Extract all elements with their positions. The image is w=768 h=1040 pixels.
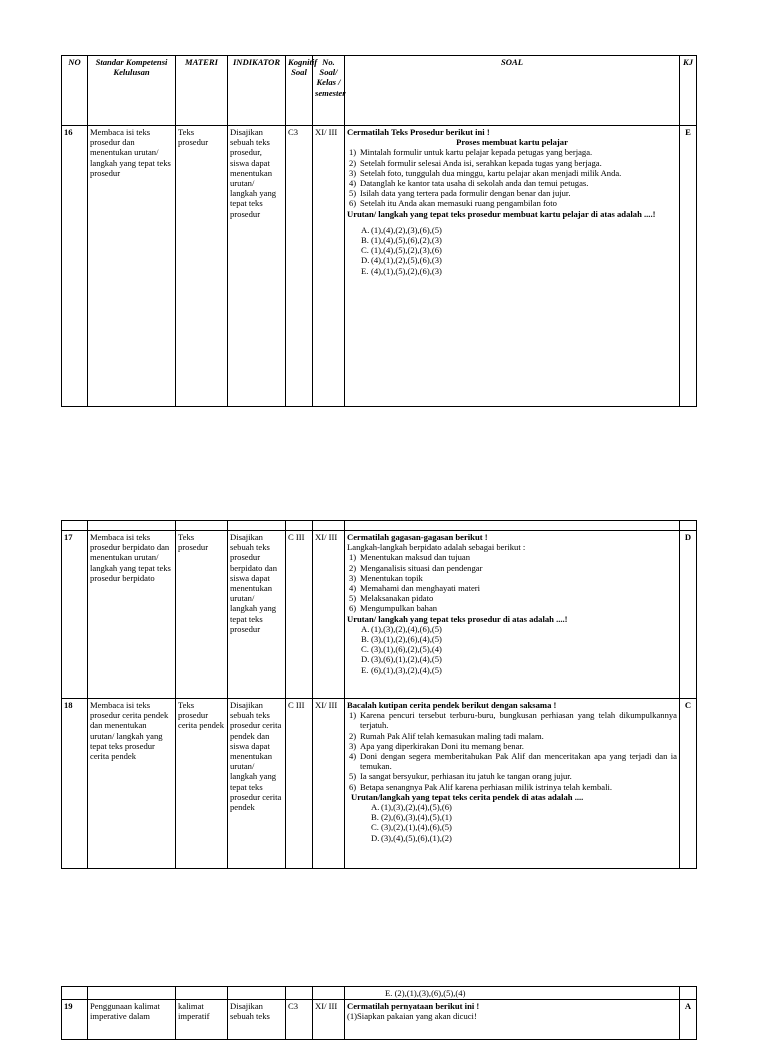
q19-indikator: Disajikan sebuah teks xyxy=(228,1000,286,1040)
q18-materi: Teks prosedur cerita pendek xyxy=(176,699,228,869)
list-item: 3) Setelah foto, tunggulah dua minggu, kartu pelajar akan menjadi milik Anda. xyxy=(349,167,622,178)
list-item: 4) Memahami dan menghayati materi xyxy=(349,583,481,594)
q18-steps xyxy=(347,710,677,792)
q18-indikator: Disajikan sebuah teks prosedur cerita pendek dan siswa dapat menentukan urutan/ langkah yang tepat teks prosedur cerita pendek xyxy=(228,699,286,869)
table-row xyxy=(62,126,697,407)
q19-skl: Penggunaan kalimat imperative dalam xyxy=(88,1000,176,1040)
list-item: 4) Datanglah ke kantor tata usaha di sekolah anda dan temui petugas. xyxy=(349,178,589,189)
list-item: 1) Mintalah formulir untuk kartu pelajar kepada petugas yang berjaga. xyxy=(349,147,593,158)
q16-kelas: XI/ III xyxy=(313,126,345,407)
option-item: C. (3),(1),(6),(2),(5),(4) xyxy=(361,644,442,655)
list-item: 3) Menentukan topik xyxy=(349,572,423,583)
q16-options xyxy=(347,225,677,276)
q16-intro: Cermatilah Teks Prosedur berikut ini ! xyxy=(347,127,490,137)
q17-options xyxy=(347,624,677,675)
option-item: D. (3),(6),(1),(2),(4),(5) xyxy=(361,654,442,665)
q17-lead: Langkah-langkah berpidato adalah sebagai berikut : xyxy=(347,542,526,553)
continuation-row xyxy=(62,987,697,1000)
q19-intro: Cermatilah pernyataan berikut ini ! xyxy=(347,1001,480,1012)
q16-materi: Teks prosedur xyxy=(176,126,228,407)
q17-answer-key: D xyxy=(680,531,697,699)
option-item: D. (4),(1),(2),(5),(6),(3) xyxy=(361,255,442,266)
option-item: A. (1),(3),(2),(4),(5),(6) xyxy=(371,802,452,813)
header-indikator: INDIKATOR xyxy=(228,56,286,126)
list-item: 4) Doni dengan segera memberitahukan Pak Alif dan menceritakan apa yang terjadi dan ia temukan. xyxy=(349,751,677,772)
header-row xyxy=(62,56,697,126)
table-row xyxy=(62,699,697,869)
option-item: B. (1),(4),(5),(6),(2),(3) xyxy=(361,235,442,246)
q19-kelas: XI/ III xyxy=(313,1000,345,1040)
q19-kognitif: C3 xyxy=(286,1000,313,1040)
option-item: B. (3),(1),(2),(6),(4),(5) xyxy=(361,634,442,645)
option-item: D. (3),(4),(5),(6),(1),(2) xyxy=(371,832,452,843)
q18-option-e: E. (2),(1),(3),(6),(5),(4) xyxy=(345,987,680,1000)
q16-kognitif: C3 xyxy=(286,126,313,407)
list-item: 1) Menentukan maksud dan tujuan xyxy=(349,552,471,563)
q17-no: 17 xyxy=(62,531,88,699)
q17-kognitif: C III xyxy=(286,531,313,699)
list-item: 5) Melaksanakan pidato xyxy=(349,593,434,604)
q17-indikator: Disajikan sebuah teks prosedur berpidato dan siswa dapat menentukan urutan/ langkah yang tepat teks prosedur xyxy=(228,531,286,699)
q16-soal xyxy=(345,126,680,407)
list-item: 6) Betapa senangnya Pak Alif karena perhiasan milik istrinya telah kembali. xyxy=(349,781,613,792)
q18-question: Urutan/langkah yang tepat teks cerita pendek di atas adalah .... xyxy=(351,791,584,802)
q18-kelas: XI/ III xyxy=(313,699,345,869)
list-item: 3) Apa yang diperkirakan Doni itu memang benar. xyxy=(349,740,524,751)
list-item: 2) Setelah formulir selesai Anda isi, serahkan kepada tugas yang berjaga. xyxy=(349,157,602,168)
option-item: C. (1),(4),(5),(2),(3),(6) xyxy=(361,245,442,256)
q16-title: Proses membuat kartu pelajar xyxy=(456,137,568,148)
q16-steps xyxy=(347,147,677,208)
option-item: A. (1),(3),(2),(4),(6),(5) xyxy=(361,623,442,634)
q19-no: 19 xyxy=(62,1000,88,1040)
list-item: 2) Rumah Pak Alif telah kemasukan maling tadi malam. xyxy=(349,730,544,741)
option-item: A. (1),(4),(2),(3),(6),(5) xyxy=(361,224,442,235)
table-q19 xyxy=(61,986,697,1040)
table-q16 xyxy=(61,55,697,407)
q19-materi: kalimat imperatif xyxy=(176,1000,228,1040)
q18-no: 18 xyxy=(62,699,88,869)
list-item: 5) Isilah data yang tertera pada formulir dengan benar dan jujur. xyxy=(349,188,571,199)
q18-soal xyxy=(345,699,680,869)
q19-answer-key: A xyxy=(680,1000,697,1040)
q18-intro: Bacalah kutipan cerita pendek berikut dengan saksama ! xyxy=(347,700,557,710)
blank-row xyxy=(62,521,697,531)
header-soal: SOAL xyxy=(345,56,680,126)
list-item: 6) Mengumpulkan bahan xyxy=(349,603,438,614)
q16-skl: Membaca isi teks prosedur dan menentukan urutan/ langkah yang tepat teks prosedur xyxy=(88,126,176,407)
q18-kognitif: C III xyxy=(286,699,313,869)
q19-line1: (1)Siapkan pakaian yang akan dicuci! xyxy=(347,1011,477,1022)
option-item: B. (2),(6),(3),(4),(5),(1) xyxy=(371,812,452,823)
q16-question: Urutan/ langkah yang tepat teks prosedur membuat kartu pelajar di atas adalah ....! xyxy=(347,208,656,219)
q17-steps xyxy=(347,552,677,613)
header-kj: KJ xyxy=(680,56,697,126)
q17-soal xyxy=(345,531,680,699)
q18-options xyxy=(347,802,677,843)
table-row xyxy=(62,1000,697,1040)
option-item: E. (4),(1),(5),(2),(6),(3) xyxy=(361,265,442,276)
header-materi: MATERI xyxy=(176,56,228,126)
q17-materi: Teks prosedur xyxy=(176,531,228,699)
q16-indikator: Disajikan sebuah teks prosedur, siswa dapat menentukan urutan/ langkah yang tepat teks prosedur xyxy=(228,126,286,407)
list-item: 2) Menganalisis situasi dan pendengar xyxy=(349,562,483,573)
q19-soal xyxy=(345,1000,680,1040)
table-row xyxy=(62,531,697,699)
q17-intro: Cermatilah gagasan-gagasan berikut ! xyxy=(347,532,488,542)
header-kelas: No. Soal/ Kelas / semester xyxy=(313,56,345,126)
q17-question: Urutan/ langkah yang tepat teks prosedur di atas adalah ....! xyxy=(347,613,568,624)
q18-answer-key: C xyxy=(680,699,697,869)
list-item: 6) Setelah itu Anda akan memasuki ruang pengambilan foto xyxy=(349,198,557,209)
option-item: E. (6),(1),(3),(2),(4),(5) xyxy=(361,664,442,675)
header-no: NO xyxy=(62,56,88,126)
list-item: 1) Karena pencuri tersebut terburu-buru, bungkusan perhiasan yang telah dikumpulkannya terjatuh. xyxy=(349,710,677,731)
list-item: 5) Ia sangat bersyukur, perhiasan itu jatuh ke tangan orang jujur. xyxy=(349,771,572,782)
option-item: C. (3),(2),(1),(4),(6),(5) xyxy=(371,822,452,833)
header-kognitif: Kognitif Soal xyxy=(286,56,313,126)
table-q17-q18 xyxy=(61,520,697,869)
q16-answer-key: E xyxy=(680,126,697,407)
q16-no: 16 xyxy=(62,126,88,407)
q17-kelas: XI/ III xyxy=(313,531,345,699)
q17-skl: Membaca isi teks prosedur berpidato dan menentukan urutan/ langkah yang tepat teks prosedur berpidato xyxy=(88,531,176,699)
header-skl: Standar Kompetensi Kelulusan xyxy=(88,56,176,126)
q18-skl: Membaca isi teks prosedur cerita pendek dan menentukan urutan/ langkah yang tepat teks prosedur cerita pendek xyxy=(88,699,176,869)
